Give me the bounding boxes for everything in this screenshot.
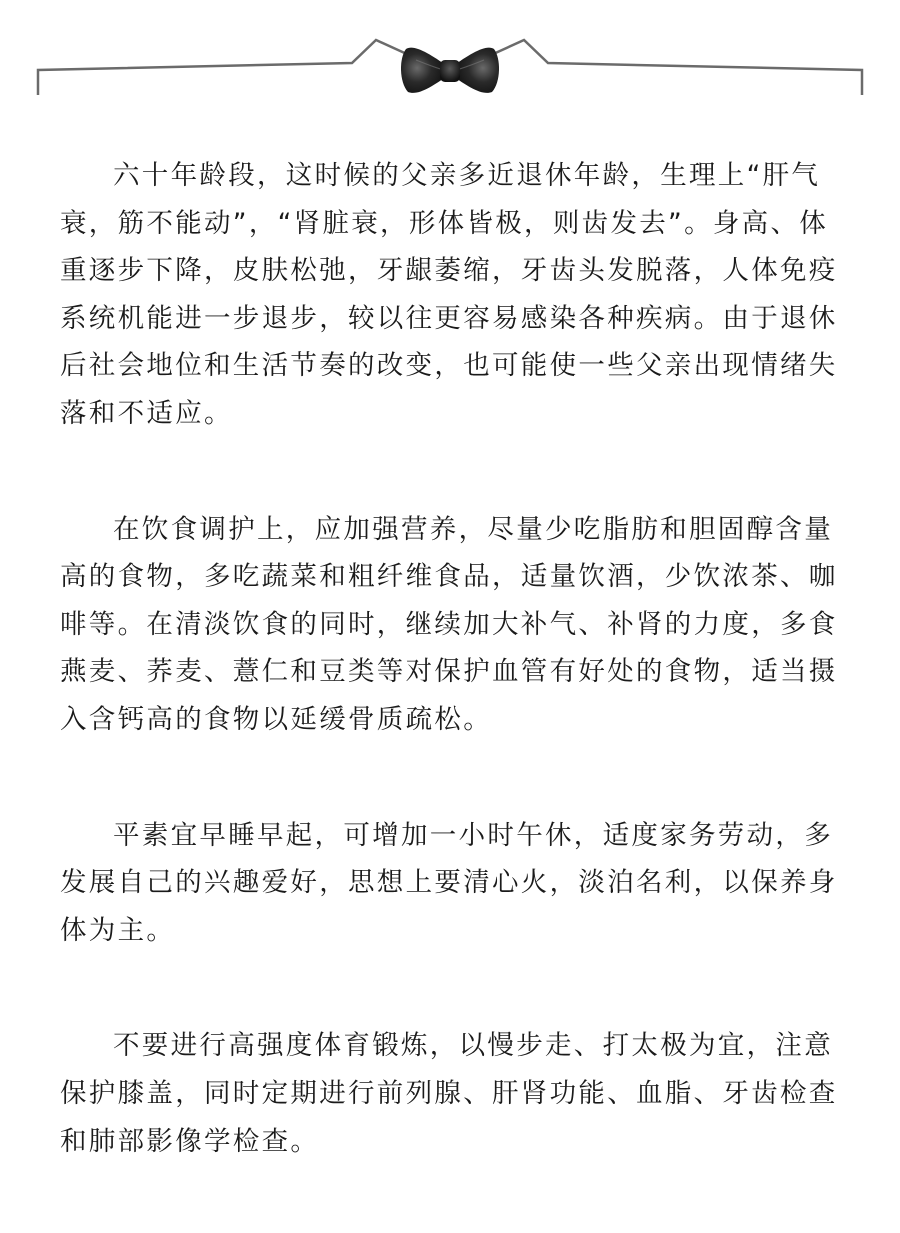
article-body: [60, 152, 840, 1233]
header-decoration: [0, 0, 900, 110]
bow-tie-icon: [401, 48, 499, 93]
paragraph-diet: 在饮食调护上，应加强营养，尽量少吃脂肪和胆固醇含量高的食物，多吃蔬菜和粗纤维食品，适量饮酒，少饮浓茶、咖啡等。在清淡饮食的同时，继续加大补气、补肾的力度，多食燕麦、荞麦、薏仁和豆类等对保护血管有好处的食物，适当摄入含钙高的食物以延缓骨质疏松。: [60, 513, 838, 735]
paragraph-physiology: 六十年龄段，这时候的父亲多近退休年龄，生理上“肝气衰，筋不能动”，“肾脏衰，形体皆极，则齿发去”。身高、体重逐步下降，皮肤松弛，牙龈萎缩，牙齿头发脱落，人体免疫系统机能进一步退步，较以往更容易感染各种疾病。由于退休后社会地位和生活节奏的改变，也可能使一些父亲出现情绪失落和不适应。: [60, 160, 838, 429]
frame-border: [0, 0, 900, 110]
paragraph-exercise: 不要进行高强度体育锻炼，以慢步走、打太极为宜，注意保护膝盖，同时定期进行前列腺、肝肾功能、血脂、牙齿检查和肺部影像学检查。: [60, 1030, 838, 1157]
paragraph-lifestyle: 平素宜早睡早起，可增加一小时午休，适度家务劳动，多发展自己的兴趣爱好，思想上要清心火，淡泊名利，以保养身体为主。: [60, 819, 838, 946]
